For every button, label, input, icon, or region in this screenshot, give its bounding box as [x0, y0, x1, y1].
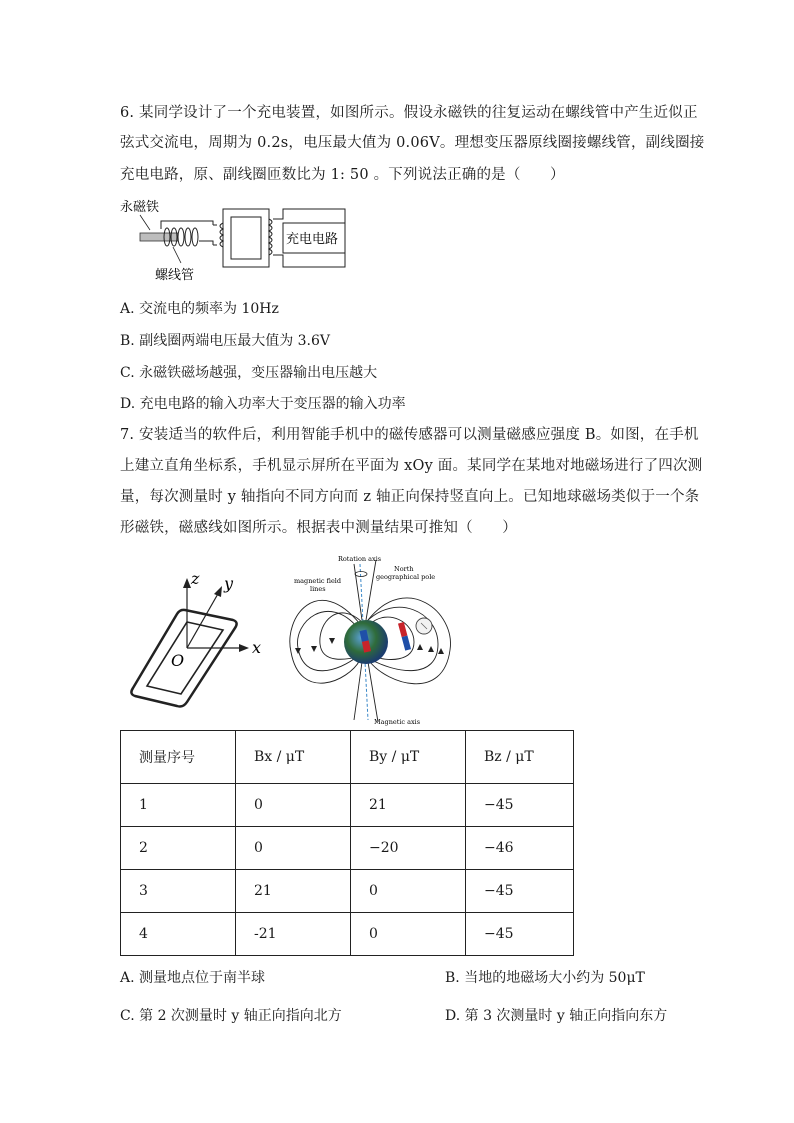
table-cell: −46	[466, 827, 574, 870]
table-cell: -21	[236, 913, 351, 956]
x-axis-label: x	[252, 638, 262, 657]
phone-axes-diagram	[125, 570, 275, 715]
field-lines-label-1: magnetic field	[294, 577, 342, 585]
table-cell: −45	[466, 784, 574, 827]
origin-label: O	[171, 651, 185, 670]
table-cell: −20	[351, 827, 466, 870]
q7-line-3: 量，每次测量时 y 轴指向不同方向而 z 轴正向保持竖直向上。已知地球磁场类似于一个条	[120, 489, 700, 505]
measurement-table	[120, 730, 574, 956]
solenoid-label: 螺线管	[155, 268, 195, 283]
north-pole-label-1: North	[394, 565, 414, 573]
q6-option-b[interactable]: B. 副线圈两端电压最大值为 3.6V	[120, 333, 331, 349]
north-pole-label-2: geographical pole	[376, 573, 436, 581]
magnetic-axis-label: Magnetic axis	[374, 718, 421, 726]
transformer-core	[223, 209, 269, 267]
table-header: Bx / μT	[236, 731, 351, 784]
table-cell: 21	[236, 870, 351, 913]
table-cell: −45	[466, 913, 574, 956]
rotation-axis-label: Rotation axis	[338, 555, 382, 563]
table-header: By / μT	[351, 731, 466, 784]
permanent-magnet	[140, 233, 178, 241]
table-cell: 2	[121, 827, 236, 870]
magnet-label: 永磁铁	[120, 200, 160, 215]
table-row	[121, 784, 574, 827]
table-cell: 0	[236, 784, 351, 827]
q6-option-c[interactable]: C. 永磁铁磁场越强，变压器输出电压越大	[120, 365, 378, 381]
table-row	[121, 827, 574, 870]
earth-magnetic-field-diagram	[288, 552, 458, 728]
q7-option-b[interactable]: B. 当地的地磁场大小约为 50μT	[445, 970, 645, 986]
table-header: Bz / μT	[466, 731, 574, 784]
q6-line-2: 弦式交流电，周期为 0.2s，电压最大值为 0.06V。理想变压器原线圈接螺线管，副线圈接	[120, 135, 705, 151]
table-cell: 0	[351, 870, 466, 913]
phone-screen	[147, 622, 223, 694]
table-row	[121, 913, 574, 956]
q6-option-d[interactable]: D. 充电电路的输入功率大于变压器的输入功率	[120, 396, 406, 412]
table-header-row	[121, 731, 574, 784]
q7-option-a[interactable]: A. 测量地点位于南半球	[120, 970, 266, 986]
q6-option-a[interactable]: A. 交流电的频率为 10Hz	[120, 301, 279, 317]
q6-line-1: 6. 某同学设计了一个充电装置，如图所示。假设永磁铁的往复运动在螺线管中产生近似正	[120, 105, 698, 121]
magnet-leader	[140, 215, 150, 230]
q7-option-d[interactable]: D. 第 3 次测量时 y 轴正向指向东方	[445, 1008, 668, 1024]
q7-line-2: 上建立直角坐标系，手机显示屏所在平面为 xOy 面。某同学在某地对地磁场进行了四次测	[120, 458, 703, 474]
table-cell: 1	[121, 784, 236, 827]
q7-line-4: 形磁铁，磁感线如图所示。根据表中测量结果可推知（ ）	[120, 520, 517, 536]
q7-line-1: 7. 安装适当的软件后，利用智能手机中的磁传感器可以测量磁感应强度 B。如图，在手机	[120, 427, 699, 443]
table-cell: 0	[236, 827, 351, 870]
q6-line-3: 充电电路，原、副线圈匝数比为 1: 50 。下列说法正确的是（ ）	[120, 167, 565, 183]
z-axis-label: z	[191, 570, 200, 588]
q7-option-c[interactable]: C. 第 2 次测量时 y 轴正向指向北方	[120, 1008, 342, 1024]
charging-circuit-label: 充电电路	[286, 232, 339, 247]
table-cell: 3	[121, 870, 236, 913]
field-lines-label-2: lines	[310, 585, 326, 593]
table-cell: 4	[121, 913, 236, 956]
table-row	[121, 870, 574, 913]
table-cell: −45	[466, 870, 574, 913]
y-axis-label: y	[224, 574, 234, 593]
table-header: 测量序号	[121, 731, 236, 784]
secondary-winding	[269, 219, 272, 255]
charging-device-diagram	[115, 195, 355, 285]
table-cell: 21	[351, 784, 466, 827]
table-cell: 0	[351, 913, 466, 956]
